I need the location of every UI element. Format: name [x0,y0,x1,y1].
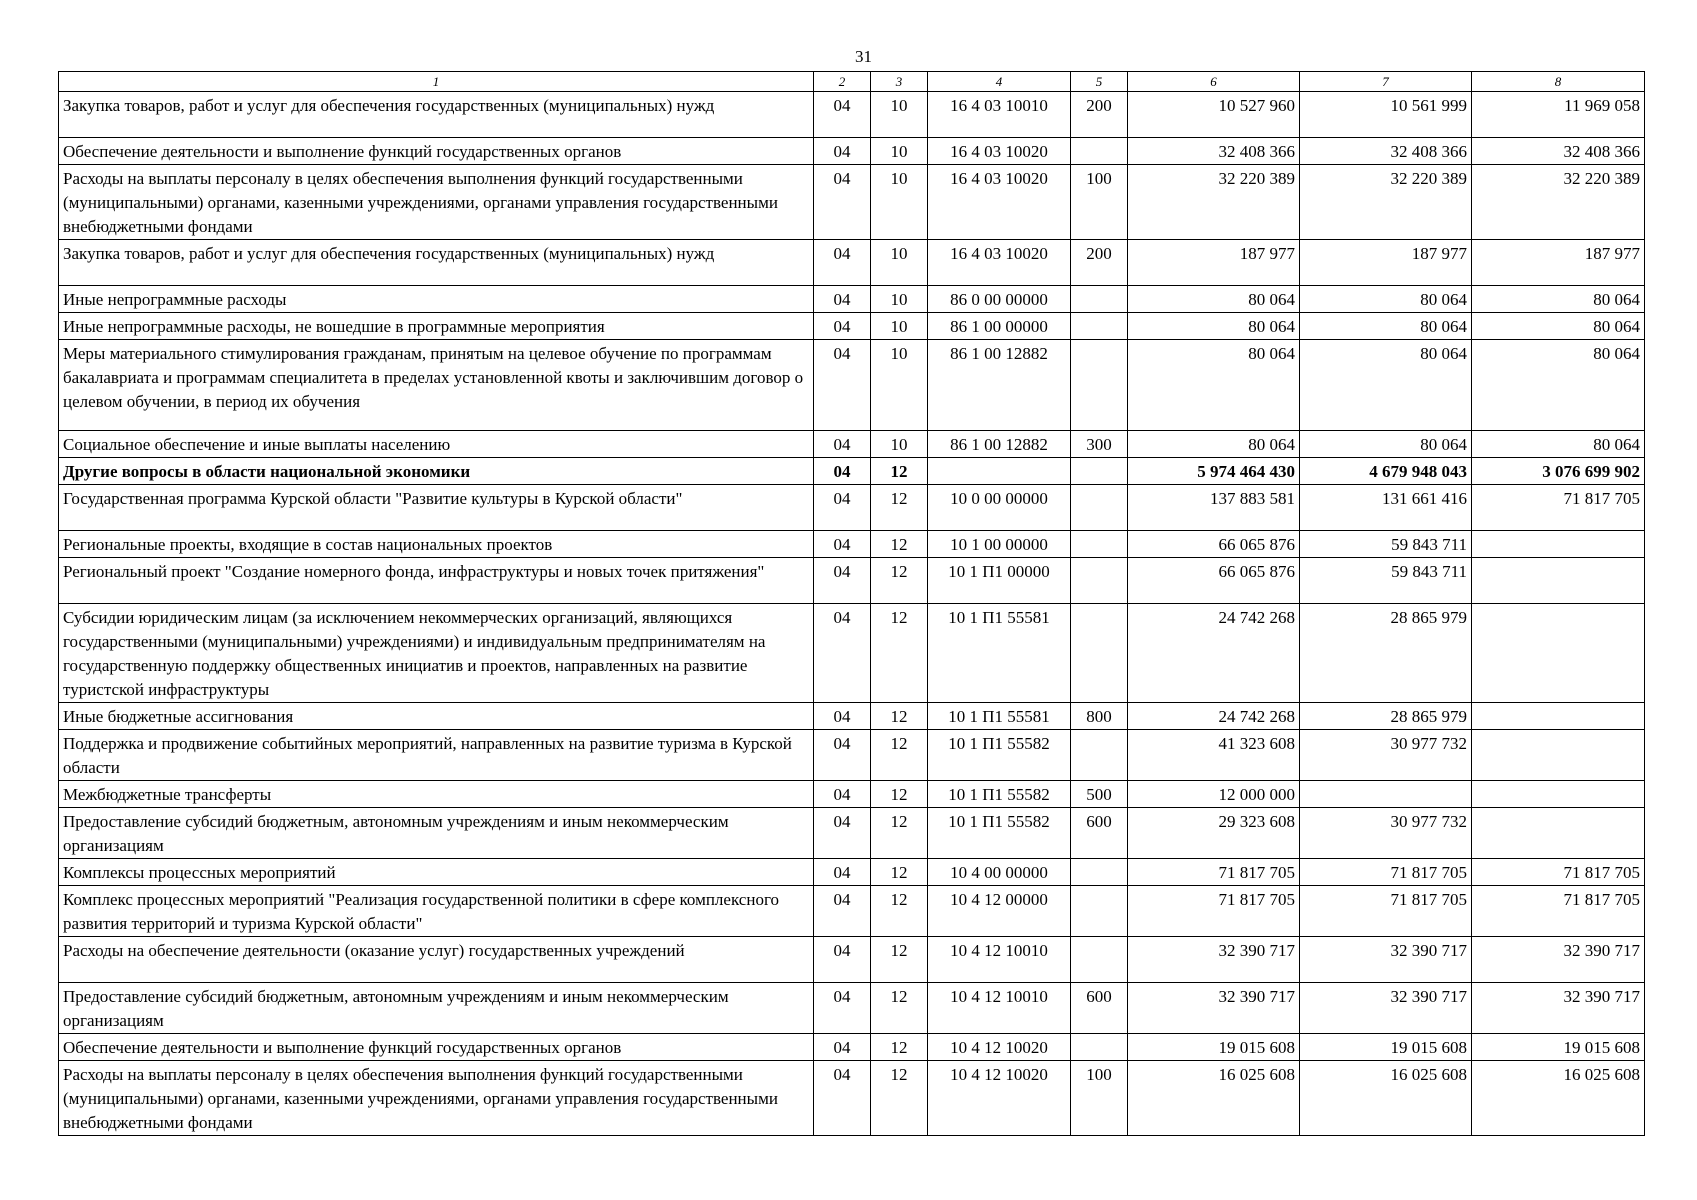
item-name: Предоставление субсидий бюджетным, автономным учреждениям и иным некоммерческим организациям [59,983,814,1034]
target-article-code: 10 1 П1 00000 [928,558,1071,604]
amount-col-7: 16 025 608 [1300,1061,1472,1136]
column-number: 1 [59,72,814,92]
target-article-code [928,458,1071,485]
subsection-code: 12 [871,937,928,983]
section-code: 04 [814,703,871,730]
amount-col-7: 71 817 705 [1300,886,1472,937]
subsection-code: 12 [871,781,928,808]
amount-col-8: 32 390 717 [1472,983,1645,1034]
section-code: 04 [814,808,871,859]
amount-col-6: 187 977 [1128,240,1300,286]
target-article-code: 86 1 00 12882 [928,340,1071,431]
amount-col-6: 137 883 581 [1128,485,1300,531]
section-code: 04 [814,165,871,240]
amount-col-7: 59 843 711 [1300,531,1472,558]
target-article-code: 16 4 03 10010 [928,92,1071,138]
subsection-code: 10 [871,340,928,431]
amount-col-7: 131 661 416 [1300,485,1472,531]
item-name: Предоставление субсидий бюджетным, автономным учреждениям и иным некоммерческим организациям [59,808,814,859]
amount-col-6: 16 025 608 [1128,1061,1300,1136]
amount-col-8 [1472,531,1645,558]
item-name: Закупка товаров, работ и услуг для обеспечения государственных (муниципальных) нужд [59,240,814,286]
amount-col-8: 71 817 705 [1472,859,1645,886]
amount-col-6: 5 974 464 430 [1128,458,1300,485]
section-code: 04 [814,313,871,340]
amount-col-7: 4 679 948 043 [1300,458,1472,485]
amount-col-7: 59 843 711 [1300,558,1472,604]
column-number: 8 [1472,72,1645,92]
expense-type-code [1071,1034,1128,1061]
item-name: Межбюджетные трансферты [59,781,814,808]
target-article-code: 10 1 П1 55582 [928,781,1071,808]
table-row [59,808,1645,859]
target-article-code: 10 1 П1 55581 [928,604,1071,703]
section-code: 04 [814,1061,871,1136]
column-number: 5 [1071,72,1128,92]
amount-col-7: 80 064 [1300,313,1472,340]
expense-type-code [1071,859,1128,886]
amount-col-8 [1472,730,1645,781]
expense-type-code: 500 [1071,781,1128,808]
expense-type-code [1071,730,1128,781]
expense-type-code: 800 [1071,703,1128,730]
table-row [59,558,1645,604]
subsection-code: 10 [871,240,928,286]
expense-type-code: 200 [1071,92,1128,138]
table-row [59,604,1645,703]
table-row [59,730,1645,781]
section-code: 04 [814,531,871,558]
section-code: 04 [814,604,871,703]
amount-col-7: 32 220 389 [1300,165,1472,240]
item-name: Государственная программа Курской области "Развитие культуры в Курской области" [59,485,814,531]
item-name: Поддержка и продвижение событийных мероприятий, направленных на развитие туризма в Курской области [59,730,814,781]
subsection-code: 12 [871,886,928,937]
table-row [59,431,1645,458]
expense-type-code [1071,886,1128,937]
page-number: 31 [855,47,872,66]
table-row [59,485,1645,531]
expense-type-code [1071,937,1128,983]
subsection-code: 10 [871,286,928,313]
item-name: Субсидии юридическим лицам (за исключением некоммерческих организаций, являющихся государственными (муниципальными) учреждениями) и индивидуальным предпринимателям на государственную поддержку общественных инициатив и проектов, направленных на развитие туристской инфраструктуры [59,604,814,703]
target-article-code: 10 4 12 10020 [928,1061,1071,1136]
amount-col-6: 80 064 [1128,313,1300,340]
amount-col-6: 32 220 389 [1128,165,1300,240]
target-article-code: 10 1 П1 55582 [928,808,1071,859]
amount-col-7: 28 865 979 [1300,604,1472,703]
table-row [59,531,1645,558]
expense-type-code [1071,340,1128,431]
section-code: 04 [814,458,871,485]
table-row [59,340,1645,431]
subsection-code: 12 [871,1034,928,1061]
amount-col-6: 71 817 705 [1128,859,1300,886]
column-number-row [59,72,1645,92]
section-code: 04 [814,781,871,808]
section-code: 04 [814,431,871,458]
subsection-code: 12 [871,485,928,531]
amount-col-8: 80 064 [1472,286,1645,313]
budget-table-body [59,92,1645,1136]
amount-col-8 [1472,781,1645,808]
expense-type-code: 300 [1071,431,1128,458]
target-article-code: 16 4 03 10020 [928,165,1071,240]
subsection-code: 12 [871,604,928,703]
section-code: 04 [814,937,871,983]
amount-col-8 [1472,604,1645,703]
item-name: Расходы на выплаты персоналу в целях обеспечения выполнения функций государственными (муниципальными) органами, казенными учреждениями, органами управления государственными внебюджетными фондами [59,1061,814,1136]
amount-col-6: 19 015 608 [1128,1034,1300,1061]
subsection-code: 12 [871,730,928,781]
amount-col-8: 71 817 705 [1472,485,1645,531]
amount-col-7: 187 977 [1300,240,1472,286]
item-name: Иные непрограммные расходы, не вошедшие в программные мероприятия [59,313,814,340]
expense-type-code: 200 [1071,240,1128,286]
item-name: Комплексы процессных мероприятий [59,859,814,886]
section-code: 04 [814,240,871,286]
amount-col-8 [1472,808,1645,859]
subsection-code: 12 [871,558,928,604]
subsection-code: 12 [871,1061,928,1136]
item-name: Закупка товаров, работ и услуг для обеспечения государственных (муниципальных) нужд [59,92,814,138]
amount-col-8: 80 064 [1472,431,1645,458]
target-article-code: 10 4 12 10020 [928,1034,1071,1061]
target-article-code: 16 4 03 10020 [928,240,1071,286]
item-name: Региональные проекты, входящие в состав национальных проектов [59,531,814,558]
table-row [59,1061,1645,1136]
target-article-code: 10 4 12 10010 [928,983,1071,1034]
expense-type-code: 600 [1071,983,1128,1034]
expense-type-code [1071,313,1128,340]
column-number: 7 [1300,72,1472,92]
amount-col-8: 80 064 [1472,313,1645,340]
subsection-code: 10 [871,92,928,138]
amount-col-7: 71 817 705 [1300,859,1472,886]
amount-col-8: 16 025 608 [1472,1061,1645,1136]
table-row [59,937,1645,983]
amount-col-8: 71 817 705 [1472,886,1645,937]
table-row [59,313,1645,340]
table-row [59,781,1645,808]
expense-type-code [1071,558,1128,604]
section-code: 04 [814,138,871,165]
amount-col-7: 32 390 717 [1300,937,1472,983]
table-row [59,138,1645,165]
amount-col-7: 30 977 732 [1300,808,1472,859]
expense-type-code [1071,138,1128,165]
item-name: Другие вопросы в области национальной экономики [59,458,814,485]
amount-col-6: 66 065 876 [1128,531,1300,558]
amount-col-8: 80 064 [1472,340,1645,431]
amount-col-6: 12 000 000 [1128,781,1300,808]
amount-col-7: 28 865 979 [1300,703,1472,730]
amount-col-7: 80 064 [1300,340,1472,431]
table-row [59,1034,1645,1061]
section-code: 04 [814,286,871,313]
section-code: 04 [814,340,871,431]
column-number: 6 [1128,72,1300,92]
subsection-code: 10 [871,138,928,165]
expense-type-code [1071,485,1128,531]
target-article-code: 10 4 12 00000 [928,886,1071,937]
item-name: Меры материального стимулирования гражданам, принятым на целевое обучение по программам бакалавриата и программам специалитета в пределах установленной квоты и заключившим договор о целевом обучении, в период их обучения [59,340,814,431]
amount-col-8: 32 220 389 [1472,165,1645,240]
target-article-code: 10 1 П1 55581 [928,703,1071,730]
section-code: 04 [814,485,871,531]
target-article-code: 86 0 00 00000 [928,286,1071,313]
amount-col-7: 32 390 717 [1300,983,1472,1034]
item-name: Региональный проект "Создание номерного фонда, инфраструктуры и новых точек притяжения" [59,558,814,604]
table-row [59,983,1645,1034]
section-code: 04 [814,730,871,781]
table-row [59,703,1645,730]
table-row [59,458,1645,485]
amount-col-7: 10 561 999 [1300,92,1472,138]
amount-col-6: 71 817 705 [1128,886,1300,937]
amount-col-7: 80 064 [1300,286,1472,313]
amount-col-6: 32 390 717 [1128,983,1300,1034]
amount-col-6: 80 064 [1128,286,1300,313]
table-row [59,859,1645,886]
expense-type-code [1071,531,1128,558]
table-row [59,240,1645,286]
amount-col-8 [1472,703,1645,730]
expense-type-code: 600 [1071,808,1128,859]
amount-col-6: 80 064 [1128,431,1300,458]
column-number: 3 [871,72,928,92]
expense-type-code: 100 [1071,165,1128,240]
target-article-code: 10 0 00 00000 [928,485,1071,531]
amount-col-6: 24 742 268 [1128,604,1300,703]
amount-col-6: 29 323 608 [1128,808,1300,859]
subsection-code: 10 [871,431,928,458]
amount-col-8: 32 408 366 [1472,138,1645,165]
item-name: Расходы на выплаты персоналу в целях обеспечения выполнения функций государственными (муниципальными) органами, казенными учреждениями, органами управления государственными внебюджетными фондами [59,165,814,240]
target-article-code: 10 1 П1 55582 [928,730,1071,781]
target-article-code: 10 4 12 10010 [928,937,1071,983]
subsection-code: 12 [871,531,928,558]
amount-col-8: 11 969 058 [1472,92,1645,138]
table-row [59,92,1645,138]
subsection-code: 12 [871,983,928,1034]
expense-type-code [1071,286,1128,313]
amount-col-6: 10 527 960 [1128,92,1300,138]
expense-type-code: 100 [1071,1061,1128,1136]
amount-col-6: 24 742 268 [1128,703,1300,730]
amount-col-6: 32 390 717 [1128,937,1300,983]
expense-type-code [1071,604,1128,703]
expense-type-code [1071,458,1128,485]
item-name: Иные бюджетные ассигнования [59,703,814,730]
amount-col-8: 3 076 699 902 [1472,458,1645,485]
subsection-code: 12 [871,859,928,886]
section-code: 04 [814,886,871,937]
column-number: 4 [928,72,1071,92]
amount-col-7: 19 015 608 [1300,1034,1472,1061]
table-row [59,286,1645,313]
target-article-code: 86 1 00 12882 [928,431,1071,458]
amount-col-6: 66 065 876 [1128,558,1300,604]
target-article-code: 86 1 00 00000 [928,313,1071,340]
target-article-code: 10 1 00 00000 [928,531,1071,558]
item-name: Социальное обеспечение и иные выплаты населению [59,431,814,458]
amount-col-7: 30 977 732 [1300,730,1472,781]
target-article-code: 16 4 03 10020 [928,138,1071,165]
amount-col-7: 80 064 [1300,431,1472,458]
amount-col-6: 80 064 [1128,340,1300,431]
amount-col-8: 32 390 717 [1472,937,1645,983]
section-code: 04 [814,558,871,604]
section-code: 04 [814,859,871,886]
amount-col-7: 32 408 366 [1300,138,1472,165]
item-name: Обеспечение деятельности и выполнение функций государственных органов [59,138,814,165]
section-code: 04 [814,92,871,138]
table-row [59,886,1645,937]
subsection-code: 12 [871,808,928,859]
table-row [59,165,1645,240]
amount-col-6: 41 323 608 [1128,730,1300,781]
item-name: Иные непрограммные расходы [59,286,814,313]
amount-col-8: 187 977 [1472,240,1645,286]
subsection-code: 12 [871,458,928,485]
subsection-code: 10 [871,313,928,340]
amount-col-7 [1300,781,1472,808]
item-name: Комплекс процессных мероприятий "Реализация государственной политики в сфере комплексного развития территорий и туризма Курской области" [59,886,814,937]
amount-col-8 [1472,558,1645,604]
subsection-code: 10 [871,165,928,240]
section-code: 04 [814,1034,871,1061]
amount-col-6: 32 408 366 [1128,138,1300,165]
subsection-code: 12 [871,703,928,730]
item-name: Расходы на обеспечение деятельности (оказание услуг) государственных учреждений [59,937,814,983]
section-code: 04 [814,983,871,1034]
budget-table [58,71,1645,1136]
amount-col-8: 19 015 608 [1472,1034,1645,1061]
column-number: 2 [814,72,871,92]
target-article-code: 10 4 00 00000 [928,859,1071,886]
item-name: Обеспечение деятельности и выполнение функций государственных органов [59,1034,814,1061]
